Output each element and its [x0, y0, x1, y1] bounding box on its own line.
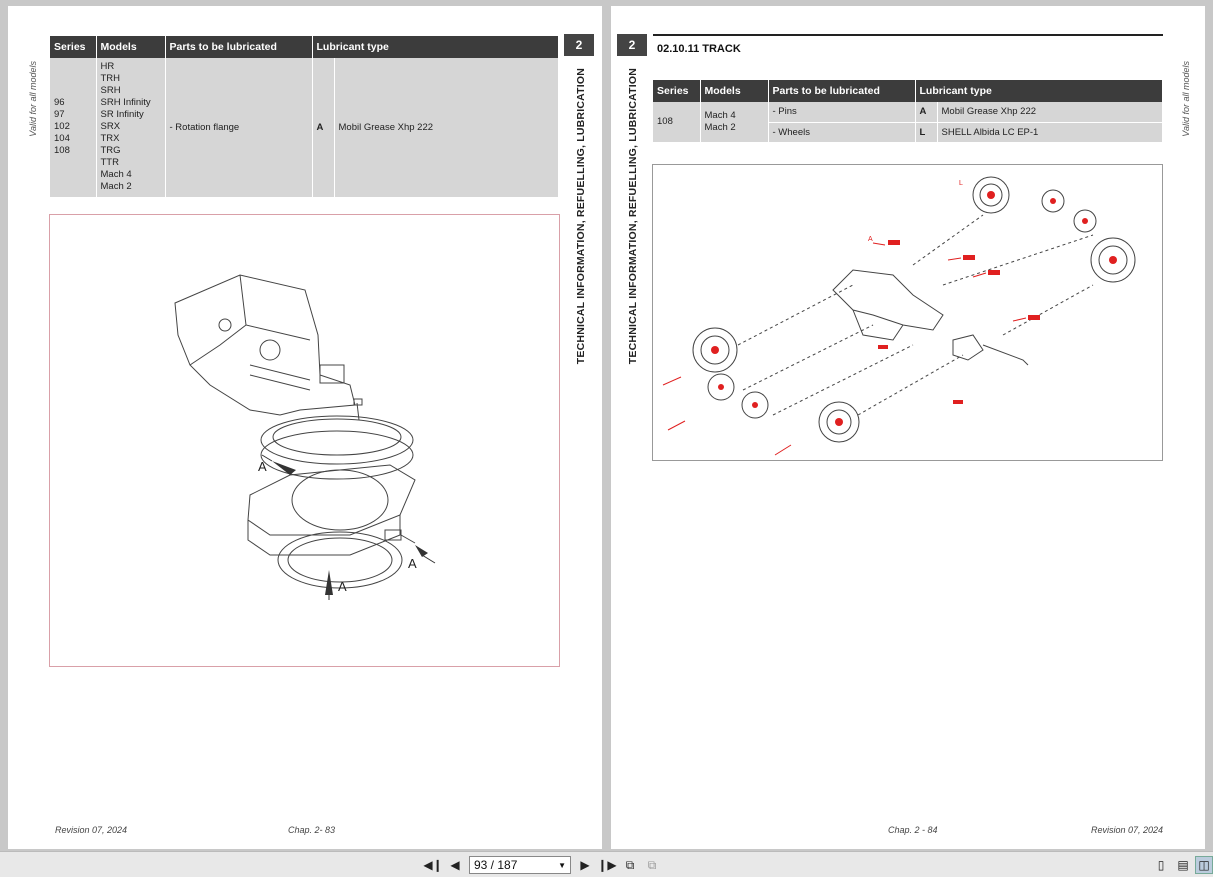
- page-left: [8, 6, 602, 849]
- label-a: A: [868, 236, 873, 243]
- models-cell: [96, 58, 165, 197]
- valid-note: Valid for all models: [28, 61, 38, 137]
- model-item: HR: [100, 61, 115, 73]
- part-cell: - Rotation flange: [165, 58, 312, 197]
- label-l: L: [959, 180, 963, 187]
- footer-chapter: Chap. 2- 83: [288, 825, 336, 835]
- col-lubricant: Lubricant type: [915, 80, 1163, 102]
- model-item: TTR: [100, 157, 119, 169]
- lubrication-table: [50, 36, 559, 198]
- last-page-icon[interactable]: ❙▶: [597, 858, 617, 872]
- valid-note: Valid for all models: [1181, 61, 1191, 137]
- paste-icon[interactable]: ⧉: [647, 857, 657, 872]
- continuous-icon[interactable]: ▤: [1177, 858, 1189, 872]
- track-exploded-figure: [652, 164, 1163, 461]
- series-item: 102: [54, 121, 70, 133]
- rotation-flange-figure: [49, 214, 560, 667]
- models-cell: [700, 102, 768, 142]
- lubricant-cell: Mobil Grease Xhp 222: [937, 102, 1163, 122]
- col-parts: Parts to be lubricated: [165, 36, 312, 58]
- track-exploded-drawing: [653, 165, 1162, 460]
- prev-page-icon[interactable]: ◀: [450, 858, 460, 872]
- label-a-2: A: [408, 556, 417, 571]
- footer-revision: Revision 07, 2024: [1091, 825, 1164, 835]
- model-item: TRG: [100, 145, 121, 157]
- next-page-icon[interactable]: ▶: [580, 858, 590, 872]
- model-item: Mach 4: [704, 109, 736, 121]
- title-rule: [653, 34, 1163, 36]
- label-a-1: A: [258, 459, 267, 474]
- track-lubrication-table: [653, 80, 1163, 143]
- series-cell: 108: [653, 102, 700, 142]
- chevron-down-icon[interactable]: ▼: [558, 860, 566, 870]
- model-item: TRX: [100, 133, 120, 145]
- model-item: Mach 4: [100, 169, 132, 181]
- col-series: Series: [653, 80, 700, 102]
- chapter-tab: 2: [564, 34, 594, 56]
- model-item: SRH: [100, 85, 121, 97]
- footer-chapter: Chap. 2 - 84: [888, 825, 938, 835]
- copy-icon[interactable]: ⧉: [625, 857, 635, 872]
- page-indicator: 93 / 187: [474, 858, 518, 872]
- code-cell: A: [312, 58, 334, 197]
- footer-revision: Revision 07, 2024: [55, 825, 128, 835]
- series-item: 97: [54, 109, 65, 121]
- first-page-icon[interactable]: ◀❙: [423, 858, 443, 872]
- part-cell: - Pins: [768, 102, 915, 122]
- model-item: SRX: [100, 121, 121, 133]
- section-title: 02.10.11 TRACK: [657, 43, 741, 55]
- series-item: 104: [54, 133, 70, 145]
- model-item: Mach 2: [704, 121, 736, 133]
- chapter-title: TECHNICAL INFORMATION, REFUELLING, LUBRICATION: [575, 68, 587, 365]
- model-item: SRH Infinity: [100, 97, 151, 109]
- col-lubricant: Lubricant type: [312, 36, 559, 58]
- single-page-icon[interactable]: ▯: [1157, 858, 1165, 872]
- series-cell: [50, 58, 96, 197]
- viewer-toolbar: [0, 851, 1213, 877]
- page-right: [611, 6, 1205, 849]
- model-item: SR Infinity: [100, 109, 144, 121]
- chapter-tab: 2: [617, 34, 647, 56]
- col-models: Models: [96, 36, 165, 58]
- col-models: Models: [700, 80, 768, 102]
- series-item: 96: [54, 97, 65, 109]
- label-a-3: A: [338, 579, 347, 594]
- lubricant-cell: Mobil Grease Xhp 222: [334, 58, 559, 197]
- code-cell: A: [915, 102, 937, 122]
- code-cell: L: [915, 122, 937, 142]
- rotation-flange-drawing: [50, 215, 559, 666]
- model-item: Mach 2: [100, 181, 132, 193]
- col-series: Series: [50, 36, 96, 58]
- part-cell: - Wheels: [768, 122, 915, 142]
- chapter-title: TECHNICAL INFORMATION, REFUELLING, LUBRICATION: [627, 68, 639, 365]
- series-item: 108: [54, 145, 70, 157]
- page-number-input[interactable]: [469, 856, 571, 874]
- col-parts: Parts to be lubricated: [768, 80, 915, 102]
- lubricant-cell: SHELL Albida LC EP-1: [937, 122, 1163, 142]
- two-page-icon[interactable]: ◫: [1195, 856, 1213, 874]
- model-item: TRH: [100, 73, 121, 85]
